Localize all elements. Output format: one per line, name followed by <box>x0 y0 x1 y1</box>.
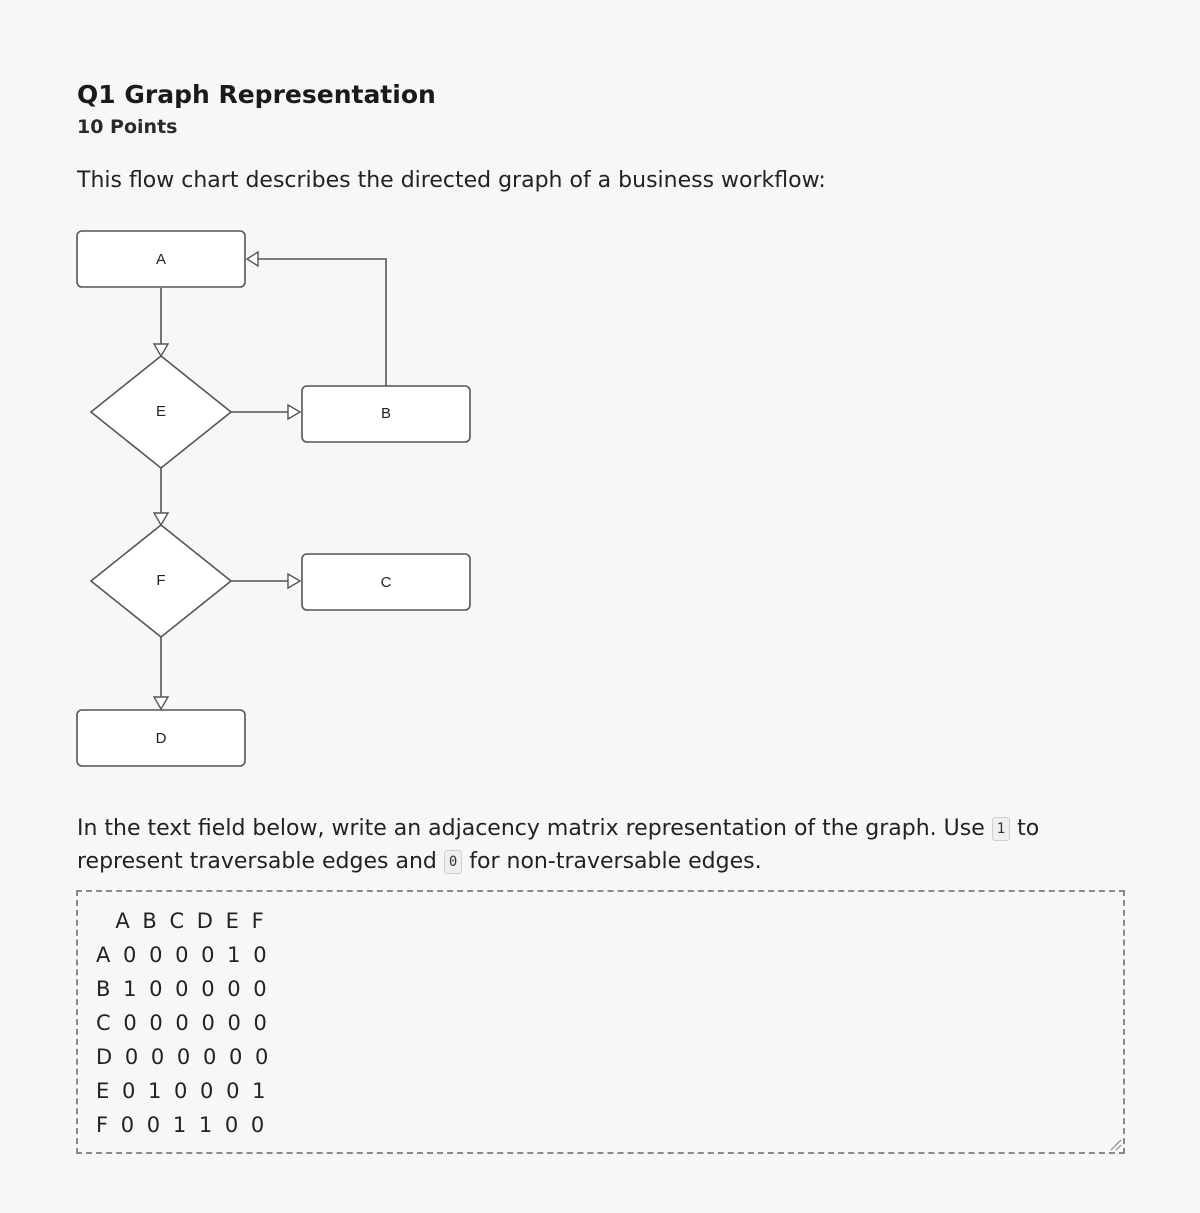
answer-instructions <box>77 812 1147 878</box>
arrowhead-f <box>154 513 168 525</box>
question-intro: This flow chart describes the directed graph of a business workflow: <box>77 168 826 193</box>
workflow-flowchart <box>60 215 490 785</box>
node-a-label: A <box>155 251 167 268</box>
node-b-label: B <box>380 405 392 422</box>
arrowhead-d <box>154 697 168 709</box>
instructions-text-2: to represent traversable edges and <box>77 816 1040 874</box>
code-one: 1 <box>992 817 1010 841</box>
node-e-label: E <box>155 403 167 420</box>
arrowhead-b <box>288 405 300 419</box>
node-f-label: F <box>156 572 166 589</box>
arrowhead-e <box>154 344 168 356</box>
answer-text[interactable]: A B C D E F A 0 0 0 0 1 0 B 1 0 0 0 0 0 C 0 0 0 0 0 0 D 0 0 0 0 0 0 E 0 1 0 0 0 1 F 0 0 1 1 0 0 <box>96 909 272 1137</box>
arrowhead-a <box>247 252 258 266</box>
answer-text-field[interactable] <box>76 890 1125 1154</box>
node-c-label: C <box>380 574 392 591</box>
code-zero: 0 <box>444 850 462 874</box>
instructions-text-3: for non-traversable edges. <box>462 849 762 874</box>
instructions-text-1: In the text field below, write an adjacency matrix representation of the graph. Use <box>77 816 992 841</box>
node-d-label: D <box>155 730 167 747</box>
question-points: 10 Points <box>77 116 178 138</box>
question-title: Q1 Graph Representation <box>77 80 436 109</box>
edge-b-a <box>258 259 386 386</box>
question-header <box>77 78 1127 140</box>
resize-handle-icon[interactable] <box>1108 1137 1122 1151</box>
arrowhead-c <box>288 574 300 588</box>
